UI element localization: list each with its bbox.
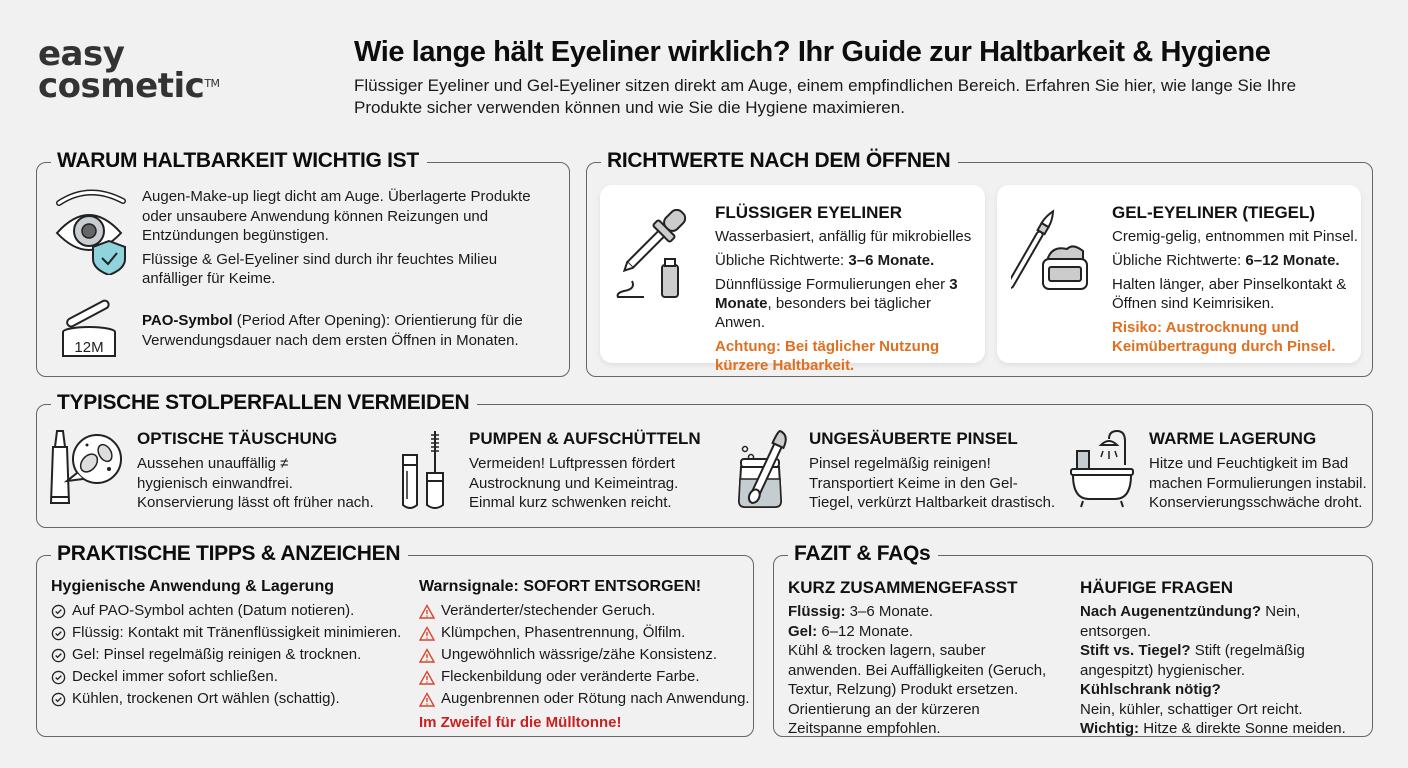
- list-item: Fleckenbildung oder veränderte Farbe.: [419, 666, 750, 688]
- bathtub-shower-icon: [1069, 429, 1135, 514]
- faq-item: Nach Augenentzündung? Nein, entsorgen.: [1080, 603, 1301, 640]
- section-title: FAZIT & FAQs: [788, 541, 938, 567]
- card-body: FLÜSSIGER EYELINER Wasserbasiert, anfällig für mikrobielles Übliche Richtwerte: 3–6 Monate. Dünnflüssige Formulierungen eher 3 Monate, besonders bei täglicher Anwen. Achtung: Bei täglicher Nutzung kürzere Haltbarkeit.: [715, 203, 972, 374]
- section-faq: [773, 542, 1373, 737]
- faq-item: Stift vs. Tiegel? Stift (regelmäßig angespitzt) hygienischer.: [1080, 642, 1305, 679]
- section-pitfalls: TYPISCHE STOLPERFALLEN VERMEIDEN OPTISCHE TÄUSCHUNG Aussehen unauffällig ≠ hygienisch einwandfrei. Konservierung lässt oft früher nach. PUMPEN & AUFSCHÜTTELN Vermeiden! Luftpressen fördert Austrocknung und Keimeintrag. Einmal kurz schwenken reicht. UNGESÄUBERTE PINSEL Pinsel regelmäßig reinigen! Transportiert Keime in den Gel- Tiegel, verkürzt Haltbarkeit drastisch. WARME LAGERUNG Hitze und Feuchtigkeit im Bad machen Formulierungen instabil. Konservierungsschwäche droht.: [36, 404, 1373, 528]
- list-item: Klümpchen, Phasentrennung, Ölfilm.: [419, 622, 750, 644]
- card-liquid-eyeliner: [600, 185, 985, 374]
- risk-note: Risiko: Austrocknung und Keimübertragung durch Pinsel.: [1112, 319, 1336, 355]
- trademark: TM: [204, 77, 220, 90]
- brand-logo: [38, 34, 220, 106]
- section-title: TYPISCHE STOLPERFALLEN VERMEIDEN: [51, 390, 477, 416]
- faq-block: HÄUFIGE FRAGEN Nach Augenentzündung? Nein, entsorgen. Stift vs. Tiegel? Stift (regelmäßig angespitzt) hygienischer. Kühlschrank nötig? Nein, kühler, schattiger Ort reicht. Wichtig: Hitze & direkte Sonne meiden.: [1080, 578, 1365, 739]
- section-why: [36, 149, 570, 377]
- pao-text: PAO-Symbol (Period After Opening): Orientierung für die Verwendungsdauer nach dem ersten Öffnen in Monaten.: [142, 312, 523, 349]
- faq-item: Kühlschrank nötig? Nein, kühler, schattiger Ort reicht.: [1080, 681, 1303, 718]
- list-item: Deckel immer sofort schließen.: [51, 666, 401, 688]
- section-title: WARUM HALTBARKEIT WICHTIG IST: [51, 148, 427, 174]
- list-item: Kühlen, trockenen Ort wählen (schattig).: [51, 688, 401, 710]
- check-circle-icon: [51, 626, 66, 641]
- list-item: Auf PAO-Symbol achten (Datum notieren).: [51, 600, 401, 622]
- list-item: Veränderter/stechender Geruch.: [419, 600, 750, 622]
- check-circle-icon: [51, 648, 66, 663]
- brush-cleaning-jar-icon: [737, 429, 797, 514]
- card-body: GEL-EYELINER (TIEGEL) Cremig-gelig, entnommen mit Pinsel. Übliche Richtwerte: 6–12 Monate. Halten länger, aber Pinselkontakt & Öffnen sind Keimrisiken. Risiko: Austrocknung und Keimübertragung durch Pinsel.: [1112, 203, 1358, 355]
- why-text: Augen-Make-up liegt dicht am Auge. Überlagerte Produkte oder unsaubere Anwendung können Reizungen und Entzündungen begünstigen. Flüssige & Gel-Eyeliner sind durch ihr feuchtes Milieu anfälliger für Keime.: [142, 188, 531, 287]
- warning-note: Achtung: Bei täglicher Nutzung kürzere Haltbarkeit.: [715, 338, 940, 374]
- page-subtitle: Flüssiger Eyeliner und Gel-Eyeliner sitzen direkt am Auge, einem empfindlichen Bereich. Erfahren Sie hier, wie lange Sie Ihre Produkte sicher verwenden können und wie Sie die Hygiene maximieren.: [354, 76, 1297, 117]
- warning-triangle-icon: [419, 670, 435, 685]
- list-item: Ungewöhnlich wässrige/zähe Konsistenz.: [419, 644, 750, 666]
- section-tips: [36, 542, 754, 737]
- mascara-icon: [399, 429, 459, 514]
- warning-triangle-icon: [419, 604, 435, 619]
- page-title: Wie lange hält Eyeliner wirklich? Ihr Guide zur Haltbarkeit & Hygiene: [354, 36, 1271, 68]
- pao-jar-icon: [59, 298, 119, 365]
- tube-germs-icon: [49, 429, 129, 514]
- card-gel-eyeliner: [997, 185, 1361, 363]
- brush-jar-icon: [1011, 209, 1091, 304]
- check-circle-icon: [51, 670, 66, 685]
- dispose-note: Im Zweifel für die Mülltonne!: [419, 714, 622, 731]
- section-title: PRAKTISCHE TIPPS & ANZEICHEN: [51, 541, 408, 567]
- section-guidelines: [586, 149, 1373, 377]
- eye-shield-icon: [51, 185, 131, 280]
- list-item: Flüssig: Kontakt mit Tränenflüssigkeit minimieren.: [51, 622, 401, 644]
- list-item: Augenbrennen oder Rötung nach Anwendung.: [419, 688, 750, 710]
- warning-triangle-icon: [419, 692, 435, 707]
- faq-item: Wichtig: Hitze & direkte Sonne meiden.: [1080, 720, 1346, 737]
- brand-line1: easy: [38, 34, 125, 74]
- check-circle-icon: [51, 604, 66, 619]
- warning-list: Warnsignale: SOFORT ENTSORGEN! Veränderter/stechender Geruch. Klümpchen, Phasentrennung, Ölfilm. Ungewöhnlich wässrige/zähe Konsistenz. Fleckenbildung oder veränderte Farbe. Augenbrennen oder Rötung nach Anwendung. Im Zweifel für die Mülltonne!: [419, 578, 750, 731]
- list-item: Gel: Pinsel regelmäßig reinigen & trocknen.: [51, 644, 401, 666]
- brand-line2: cosmetic™: [38, 66, 220, 106]
- warning-triangle-icon: [419, 626, 435, 641]
- svg-text:12M: 12M: [74, 339, 104, 356]
- section-title: RICHTWERTE NACH DEM ÖFFNEN: [601, 148, 958, 174]
- summary-block: KURZ ZUSAMMENGEFASST Flüssig: 3–6 Monate. Gel: 6–12 Monate. Kühl & trocken lagern, sauber anwenden. Bei Auffälligkeiten (Geruch, Textur, Relzung) Produkt ersetzen. Orientierung an der kürzeren Zeitspanne empfohlen.: [788, 578, 1047, 737]
- hygiene-list: Hygienische Anwendung & Lagerung Auf PAO-Symbol achten (Datum notieren). Flüssig: Kontakt mit Tränenflüssigkeit minimieren. Gel: Pinsel regelmäßig reinigen & trocknen. Deckel immer sofort schließen. Kühlen, trockenen Ort wählen (schattig).: [51, 578, 401, 710]
- warning-triangle-icon: [419, 648, 435, 663]
- dropper-bottle-icon: [614, 209, 694, 304]
- check-circle-icon: [51, 692, 66, 707]
